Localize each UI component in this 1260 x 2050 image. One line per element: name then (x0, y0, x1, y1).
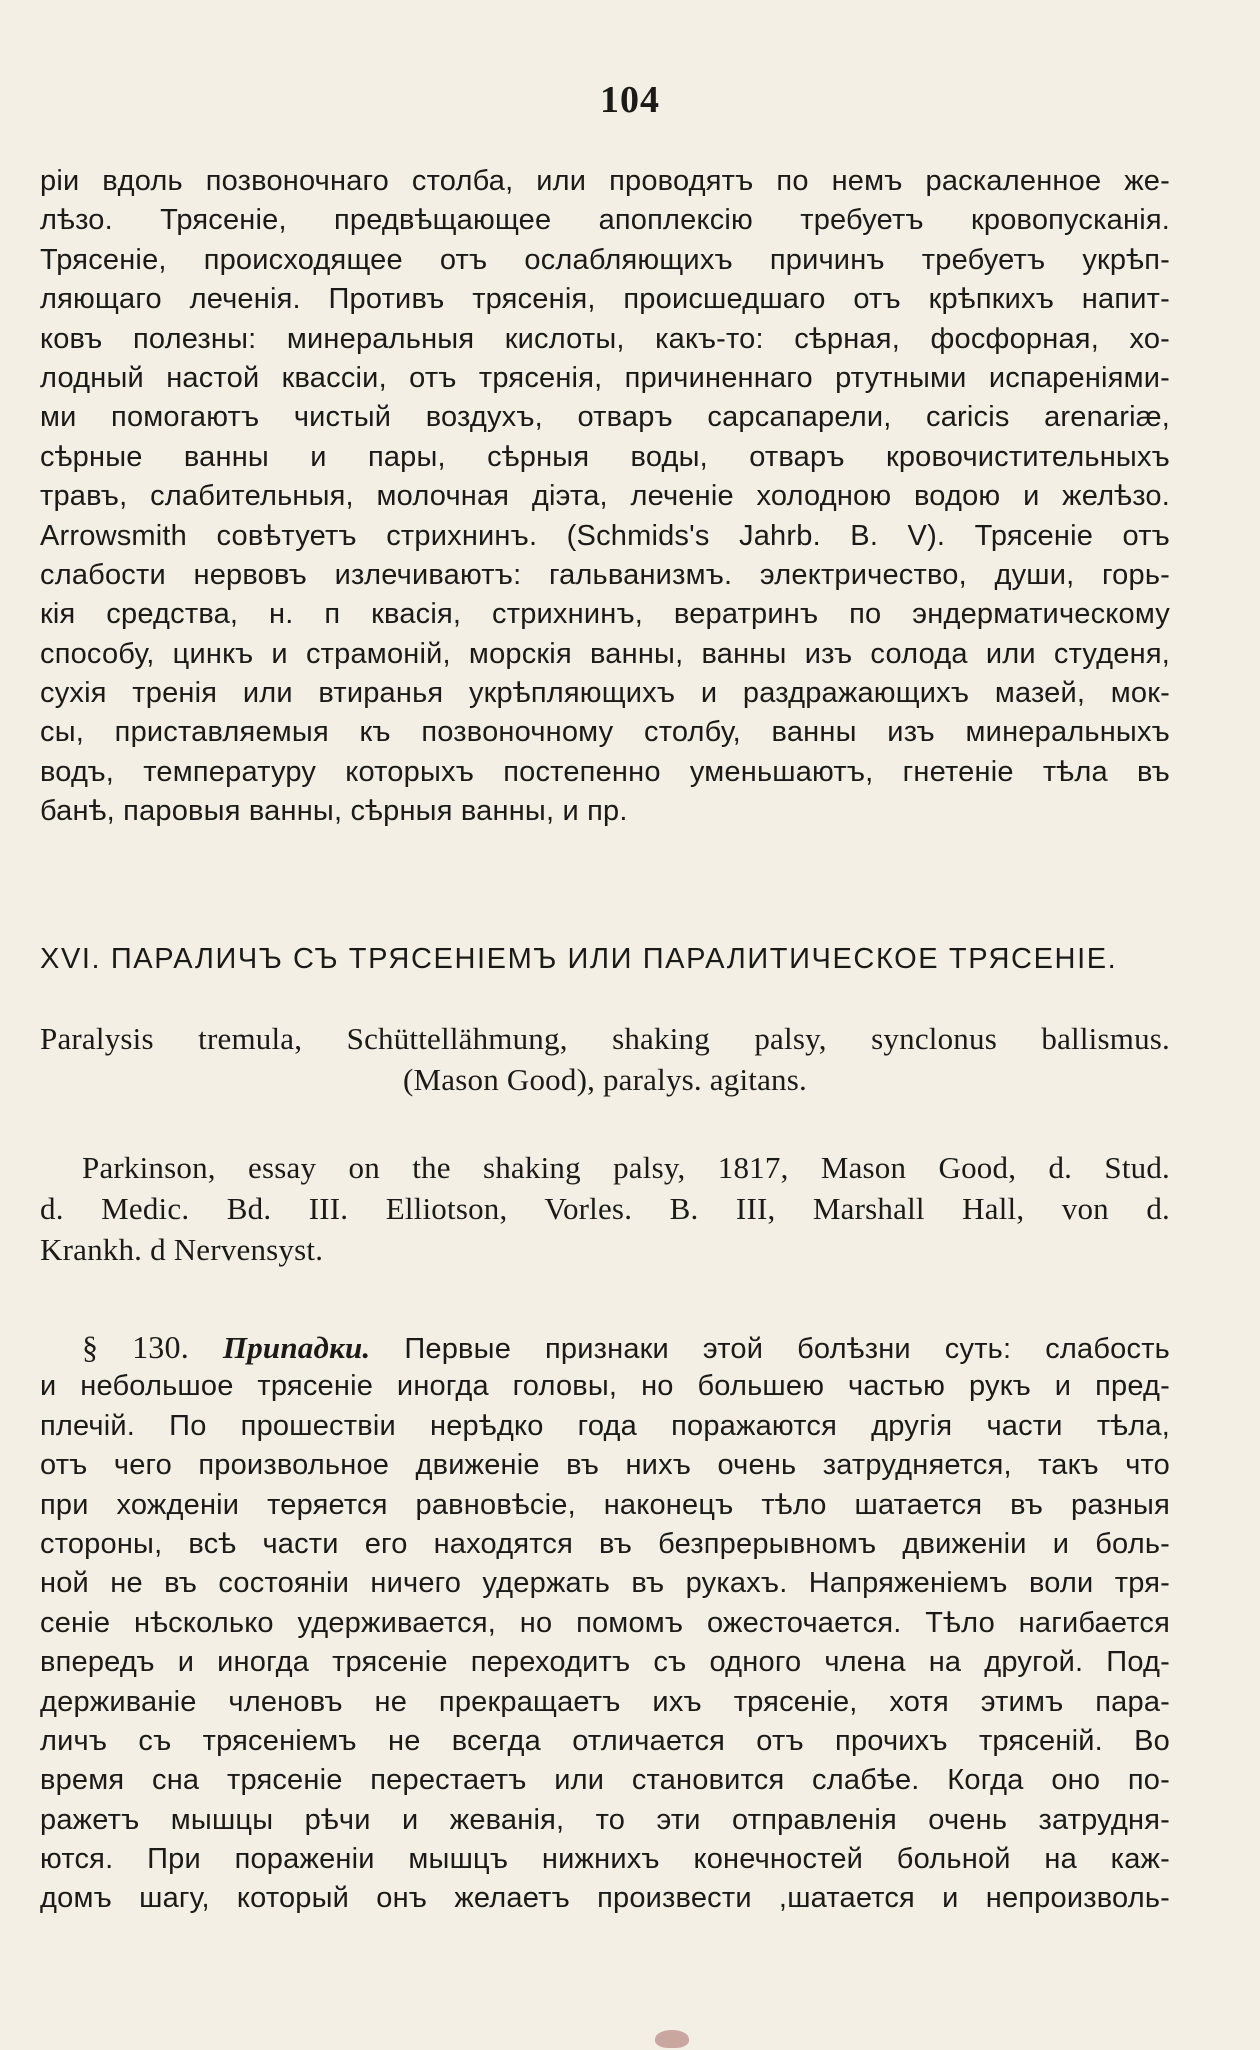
text-line: Трясеніе, происходящее отъ ослабляющихъ причинъ требуетъ укрѣп- (40, 243, 1170, 276)
text-line: при хожденіи теряется равновѣсіе, наконецъ тѣло шатается въ разныя (40, 1488, 1170, 1521)
text-line: держиваніе членовъ не прекращаетъ ихъ трясеніе, хотя этимъ пара- (40, 1685, 1170, 1718)
text-line: плечій. По прошествіи нерѣдко года поражаются другія части тѣла, (40, 1409, 1170, 1442)
text-line: лѣзо. Трясеніе, предвѣщающее апоплексію требуетъ кровопусканія. (40, 204, 1170, 237)
text-line: стороны, всѣ части его находятся въ безпрерывномъ движеніи и боль- (40, 1527, 1170, 1560)
latin-synonyms (40, 1018, 1170, 1100)
section-title: Припадки. (222, 1330, 371, 1365)
text-line: впередъ и иногда трясеніе переходитъ съ одного члена на другой. Под- (40, 1646, 1170, 1679)
text-line: сухія тренія или втиранья укрѣпляющихъ и раздражающихъ мазей, мок- (40, 677, 1170, 710)
text-line: личъ съ трясеніемъ не всегда отличается отъ прочихъ трясеній. Во (40, 1724, 1170, 1757)
text-line: ной не въ состояніи ничего удержать въ рукахъ. Напряженіемъ воли тря- (40, 1567, 1170, 1600)
reference-line: Krankh. d Nervensyst. (40, 1232, 324, 1267)
section-number: § 130. (82, 1329, 189, 1365)
text-line: ются. При пораженіи мышцъ нижнихъ конечностей больной на каж- (40, 1843, 1170, 1876)
section-130 (40, 1328, 1170, 1919)
text-line: лодный настой квассіи, отъ трясенія, причиненнаго ртутными испареніями- (40, 361, 1170, 394)
text-line: травъ, слабительныя, молочная діэта, леченіе холодною водою и желѣзо. (40, 480, 1170, 513)
text-line: ріи вдоль позвоночнаго столба, или проводятъ по немъ раскаленное же- (40, 165, 1170, 197)
text-line: отъ чего произвольное движеніе въ нихъ очень затрудняется, такъ что (40, 1449, 1170, 1482)
section-first-text: Первые признаки этой болѣзни суть: слабость (404, 1333, 1170, 1365)
text-line: сеніе нѣсколько удерживается, но помомъ ожесточается. Тѣло нагибается (40, 1606, 1170, 1639)
paper-stain (655, 2030, 689, 2048)
text-line: время сна трясеніе перестаетъ или становится слабѣе. Когда оно по- (40, 1764, 1170, 1797)
latin-line: (Mason Good), paralys. agitans. (403, 1062, 807, 1097)
text-line: водъ, температуру которыхъ постепенно уменьшаютъ, гнетеніе тѣла въ (40, 755, 1170, 788)
text-line: Arrowsmith совѣтуетъ стрихнинъ. (Schmids's Jahrb. B. V). Трясеніе отъ (40, 519, 1170, 552)
reference-line: d. Medic. Bd. III. Elliotson, Vorles. B. III, Marshall Hall, von d. (40, 1191, 1170, 1226)
paragraph-treatment (40, 162, 1170, 832)
text-line: ми помогаютъ чистый воздухъ, отваръ сарсапарели, caricis arenariæ, (40, 401, 1170, 434)
section-heading (40, 940, 1170, 979)
text-line: домъ шагу, который онъ желаетъ произвести ,шатается и непроизволь- (40, 1882, 1170, 1915)
references (40, 1147, 1170, 1270)
text-line: сѣрные ванны и пары, сѣрныя воды, отваръ кровочистительныхъ (40, 440, 1170, 473)
text-line: способу, цинкъ и страмоній, морскія ванны, ванны изъ солода или студеня, (40, 637, 1170, 670)
latin-line: Paralysis tremula, Schüttellähmung, shaking palsy, synclonus ballismus. (40, 1021, 1170, 1056)
text-line: кія средства, н. п квасія, стрихнинъ, вератринъ по эндерматическому (40, 598, 1170, 631)
section-first-line (40, 1328, 1170, 1367)
text-line: ковъ полезны: минеральныя кислоты, какъ-то: сѣрная, фосфорная, хо- (40, 322, 1170, 355)
reference-line: Parkinson, essay on the shaking palsy, 1817, Mason Good, d. Stud. (82, 1150, 1170, 1185)
chapter-heading: XVI. ПАРАЛИЧЪ СЪ ТРЯСЕНІЕМЪ ИЛИ ПАРАЛИТИЧЕСКОЕ ТРЯСЕНІЕ. (40, 943, 1118, 975)
text-line: слабости нервовъ излечиваютъ: гальванизмъ. электричество, души, горь- (40, 558, 1170, 591)
text-line: и небольшое трясеніе иногда головы, но большею частью рукъ и пред- (40, 1370, 1170, 1403)
text-line: ражетъ мышцы рѣчи и жеванія, то эти отправленія очень затрудня- (40, 1803, 1170, 1836)
page-number: 104 (600, 79, 660, 121)
text-line: банѣ, паровыя ванны, сѣрныя ванны, и пр. (40, 795, 628, 828)
text-line: сы, приставляемыя къ позвоночному столбу, ванны изъ минеральныхъ (40, 716, 1170, 749)
text-line: ляющаго леченія. Противъ трясенія, происшедшаго отъ крѣпкихъ напит- (40, 283, 1170, 316)
